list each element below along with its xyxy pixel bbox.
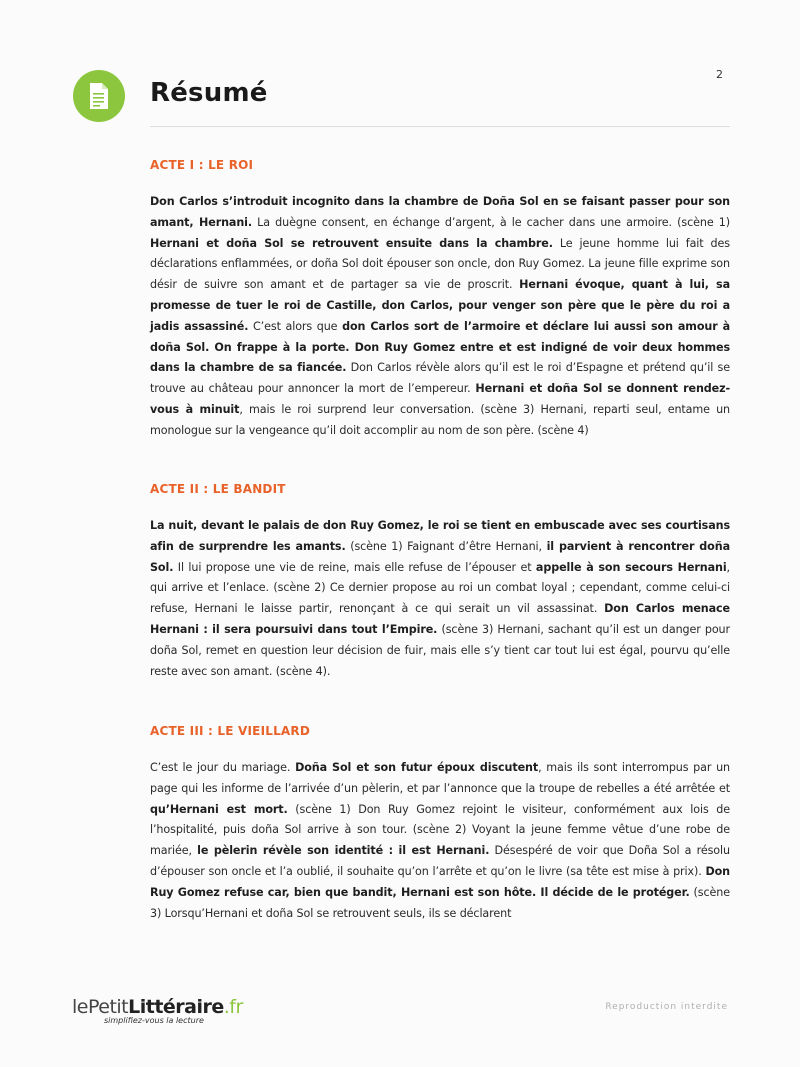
logo-le: le <box>72 996 88 1018</box>
logo-wordmark <box>72 996 243 1018</box>
act-paragraph <box>150 192 730 442</box>
bold-text-segment: le pèlerin révèle son identité : il est Hernani. <box>197 844 490 858</box>
act-paragraph <box>150 516 730 682</box>
logo-tagline: simplifiez-vous la lecture <box>104 1016 204 1025</box>
text-segment: (scène 1) Don Ruy Gomez rejoint le visiteur, conformément aux lois de l’hospitalité, puis doña Sol arrive à son tour. (scène 2) Voyant la jeune femme vêtue d’une robe de mariée, <box>150 802 730 858</box>
text-segment: Le jeune homme lui fait des déclarations enflammées, or doña Sol doit épouser son oncle, don Ruy Gomez. La jeune fille exprime son désir de suivre son amant et de partager sa vie de proscrit. <box>150 236 730 292</box>
act-section <box>150 724 730 924</box>
text-segment: (scène 1) Faignant d’être Hernani, <box>345 539 547 553</box>
logo-litteraire: Littéraire <box>128 996 224 1018</box>
page-title: Résumé <box>150 78 268 108</box>
bold-text-segment: Hernani et doña Sol se donnent rendez-vous à minuit <box>150 382 731 416</box>
text-segment: , mais ils sont interrompus par un page qui les informe de l’arrivée d’un pèlerin, et par l’annonce que la troupe de rebelles a été arrêtée et <box>150 761 730 795</box>
act-section <box>150 158 730 442</box>
brand-logo <box>72 996 243 1025</box>
reproduction-notice: Reproduction interdite <box>605 1002 728 1012</box>
text-segment: C’est le jour du mariage. <box>150 761 296 774</box>
text-segment: Désespéré de voir que Doña Sol a résolu d’épouser son oncle et l’a oublié, il souhaite qu’on l’arrête et qu’on le livre (sa tête est mise à prix). <box>150 844 730 878</box>
text-segment: , mais le roi surprend leur conversation. (scène 3) Hernani, reparti seul, entame un monologue sur la vengeance qu’il doit accomplir au nom de son père. (scène 4) <box>150 402 731 437</box>
bold-text-segment: Doña Sol et son futur époux discutent <box>295 761 539 774</box>
header-divider <box>150 126 730 127</box>
bold-text-segment: appelle à son secours Hernani <box>535 560 727 574</box>
act-paragraph <box>150 758 730 924</box>
bold-text-segment: Don Carlos s’introduit incognito dans la chambre de Doña Sol en se faisant passer pour son amant, Hernani. <box>150 195 730 229</box>
act-heading: ACTE II : LE BANDIT <box>150 482 286 496</box>
act-heading: ACTE III : LE VIEILLARD <box>150 724 311 738</box>
bold-text-segment: don Carlos sort de l’armoire et déclare lui aussi son amour à doña Sol. On frappe à la porte. Don Ruy Gomez entre et est indigné de voir deux hommes dans la chambre de sa fiancée. <box>150 319 730 375</box>
text-segment: Don Carlos révèle alors qu’il est le roi d’Espagne et prétend qu’il se trouve au château pour annoncer la mort de l’empereur. <box>150 361 730 396</box>
text-segment: , qui arrive et l’enlace. (scène 2) Ce dernier propose au roi un combat loyal ; cependant, comme celui-ci refuse, Hernani le laisse partir, renonçant à ce qui serait un vil assassinat. <box>150 560 730 616</box>
bold-text-segment: il parvient à rencontrer doña Sol. <box>150 539 730 574</box>
text-segment: (scène 3) Lorsqu’Hernani et doña Sol se retrouvent seuls, ils se déclarent <box>150 885 730 920</box>
act-heading: ACTE I : LE ROI <box>150 158 254 172</box>
text-segment: C’est alors que <box>248 319 343 333</box>
text-segment: La duègne consent, en échange d’argent, à le cacher dans une armoire. (scène 1) <box>252 215 730 229</box>
act-section <box>150 482 730 682</box>
text-segment: (scène 3) Hernani, sachant qu’il est un danger pour doña Sol, remet en question leur décision de fuir, mais elle s’y tient car tout lui est égal, pourvu qu’elle reste avec son amant. (scène 4). <box>150 622 730 678</box>
bold-text-segment: Don Carlos menace Hernani : il sera poursuivi dans tout l’Empire. <box>150 602 730 636</box>
bold-text-segment: Hernani et doña Sol se retrouvent ensuite dans la chambre. <box>150 236 553 250</box>
text-segment: Il lui propose une vie de reine, mais elle refuse de l’épouser et <box>173 560 536 574</box>
document-icon <box>73 70 125 122</box>
bold-text-segment: La nuit, devant le palais de don Ruy Gomez, le roi se tient en embuscade avec ses courtisans afin de surprendre les amants. <box>150 519 730 553</box>
logo-petit: Petit <box>87 996 129 1018</box>
bold-text-segment: qu’Hernani est mort. <box>150 802 288 816</box>
bold-text-segment: Hernani évoque, quant à lui, sa promesse de tuer le roi de Castille, don Carlos, pour venger son père que le père du roi a jadis assassiné. <box>150 278 730 333</box>
bold-text-segment: Don Ruy Gomez refuse car, bien que bandit, Hernani est son hôte. Il décide de le protéger. <box>150 864 730 899</box>
logo-tld: .fr <box>223 996 243 1018</box>
page-number: 2 <box>716 68 723 81</box>
